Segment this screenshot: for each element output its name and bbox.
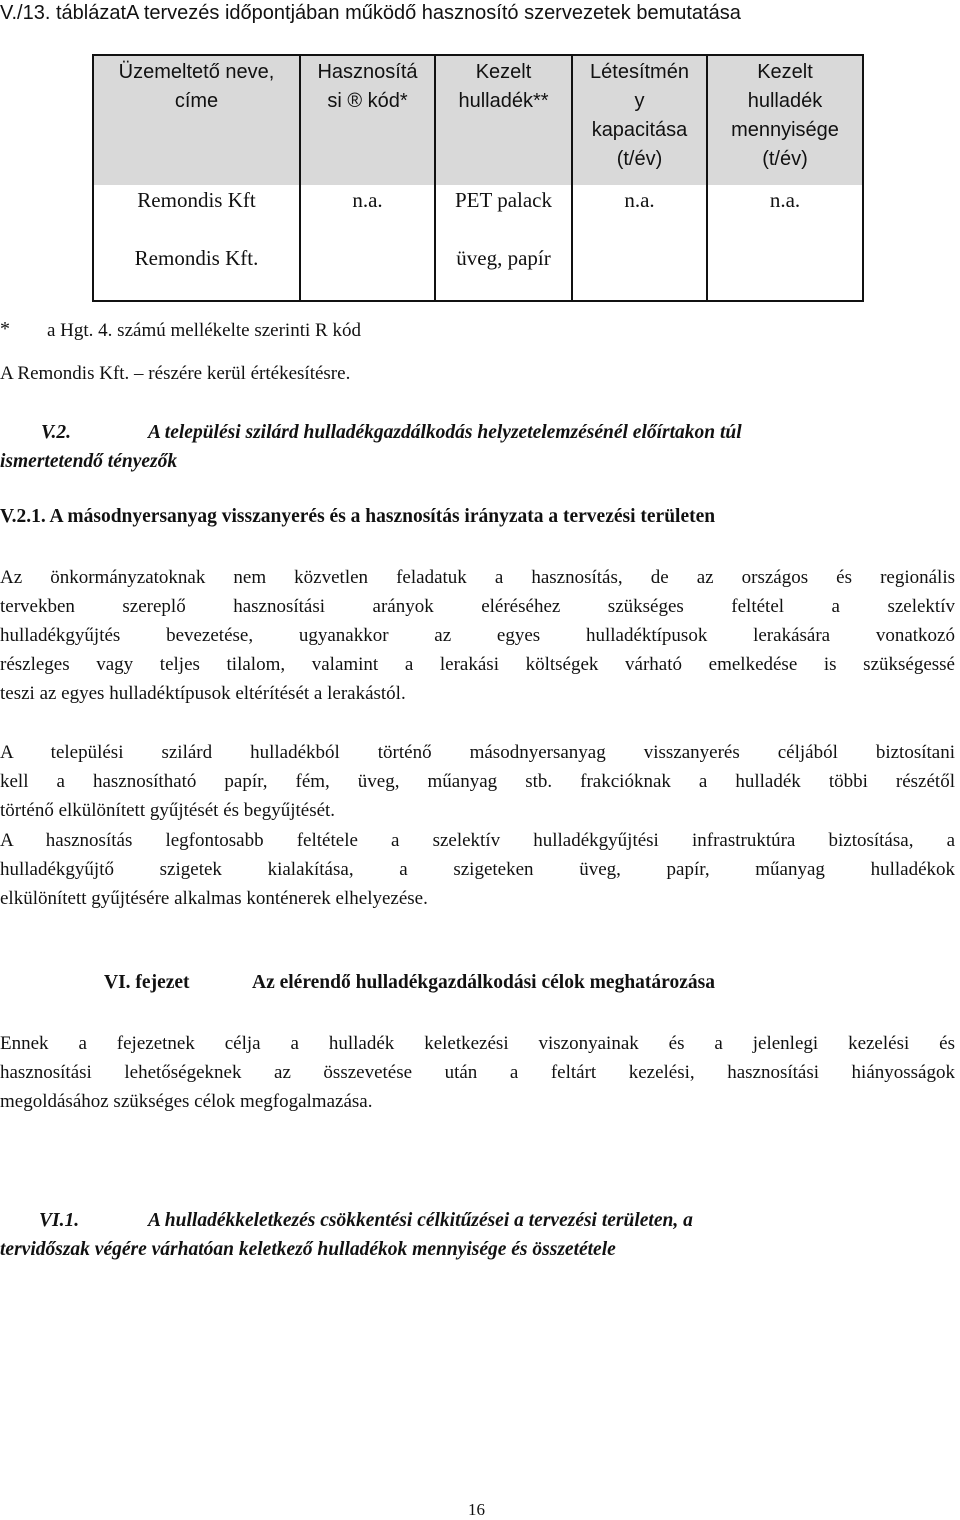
table-border-bottom xyxy=(92,300,864,302)
text-line: tervekben szereplő hasznosítási arányok eléréséhez szükséges feltétel a szelektív xyxy=(0,596,955,617)
header-waste-quantity: Kezelt hulladék mennyisége (t/év) xyxy=(731,61,839,170)
text-line: részleges vagy teljes tilalom, valamint a lerakási költségek várható emelkedése is szükségessé xyxy=(0,654,955,675)
operators-table xyxy=(92,54,864,302)
footnote-text: a Hgt. 4. számú mellékelte szerinti R kód xyxy=(47,320,361,341)
text-line: A települési szilárd hulladékból történő másodnyersanyag visszanyerés céljából biztosítani xyxy=(0,742,955,763)
text-line: A hasznosítás legfontosabb feltétele a szelektív hulladékgyűjtési infrastruktúra biztosítása, a xyxy=(0,830,955,851)
section-heading-v21: V.2.1. A másodnyersanyag visszanyerés és a hasznosítás irányzata a tervezési területen xyxy=(0,506,716,527)
header-waste-type: Kezelt hulladék** xyxy=(458,61,549,112)
header-facility-capacity: Létesítmén y kapacitása (t/év) xyxy=(590,61,689,170)
section-title-vi1: A hulladékkeletkezés csökkentési célkitűzései a tervezési területen, a xyxy=(148,1210,693,1231)
page-number: 16 xyxy=(468,1500,485,1519)
table-cell: PET palack xyxy=(454,188,552,212)
chapter-title: Az elérendő hulladékgazdálkodási célok meghatározása xyxy=(252,972,715,993)
text-line: kell a hasznosítható papír, fém, üveg, műanyag stb. frakcióknak a hulladék többi részétől xyxy=(0,771,955,792)
table-cell: Remondis Kft. xyxy=(134,246,259,270)
text-line: hasznosítási lehetőségeknek az összevetése után a feltárt kezelési, hasznosítási hiányosságok xyxy=(0,1062,955,1083)
table-border-top xyxy=(92,54,864,56)
text-line: Az önkormányzatoknak nem közvetlen feladatuk a hasznosítás, de az országos és regionális xyxy=(0,567,955,588)
paragraph xyxy=(0,826,955,913)
text-line: történő elkülönített gyűjtését és begyűjtését. xyxy=(0,800,336,821)
table-cell: üveg, papír xyxy=(456,246,551,270)
section-number-vi1: VI.1. xyxy=(39,1210,80,1231)
text-line: Ennek a fejezetnek célja a hulladék keletkezési viszonyainak és a jelenlegi kezelési és xyxy=(0,1033,955,1054)
table-cell: n.a. xyxy=(769,188,801,212)
table-cell: Remondis Kft xyxy=(137,188,256,212)
paragraph xyxy=(0,563,955,708)
section-title-v2-cont: ismertetendő tényezők xyxy=(0,451,178,472)
header-operator: Üzemeltető neve, címe xyxy=(118,61,275,112)
section-title-v2: A települési szilárd hulladékgazdálkodás helyzetelemzésénél előírtakon túl xyxy=(148,422,742,443)
text-line: elkülönített gyűjtésére alkalmas konténerek elhelyezése. xyxy=(0,888,428,909)
footnote-marker: * xyxy=(0,318,10,340)
section-title-vi1-cont: tervidőszak végére várhatóan keletkező hulladékok mennyisége és összetétele xyxy=(0,1239,616,1260)
paragraph xyxy=(0,738,955,825)
text-line: teszi az egyes hulladéktípusok eltérítését a lerakástól. xyxy=(0,683,406,704)
text-line: megoldásához szükséges célok megfogalmazása. xyxy=(0,1091,373,1112)
paragraph xyxy=(0,1029,955,1116)
header-recovery-code: Hasznosítá si ® kód* xyxy=(317,61,418,112)
table-note: A Remondis Kft. – részére kerül értékesítésre. xyxy=(0,363,351,384)
table-caption: V./13. táblázatA tervezés időpontjában működő hasznosító szervezetek bemutatása xyxy=(0,2,741,24)
text-line: hulladékgyűjtés bevezetése, ugyanakkor az egyes hulladéktípusok lerakására vonatkozó xyxy=(0,625,955,646)
table-cell: n.a. xyxy=(352,188,383,212)
table-cell: n.a. xyxy=(624,188,655,212)
text-line: hulladékgyűjtő szigetek kialakítása, a szigeteken üveg, papír, műanyag hulladékok xyxy=(0,859,955,880)
section-number-v2: V.2. xyxy=(41,422,71,443)
chapter-number: VI. fejezet xyxy=(104,972,190,993)
table-border-right xyxy=(862,54,864,302)
